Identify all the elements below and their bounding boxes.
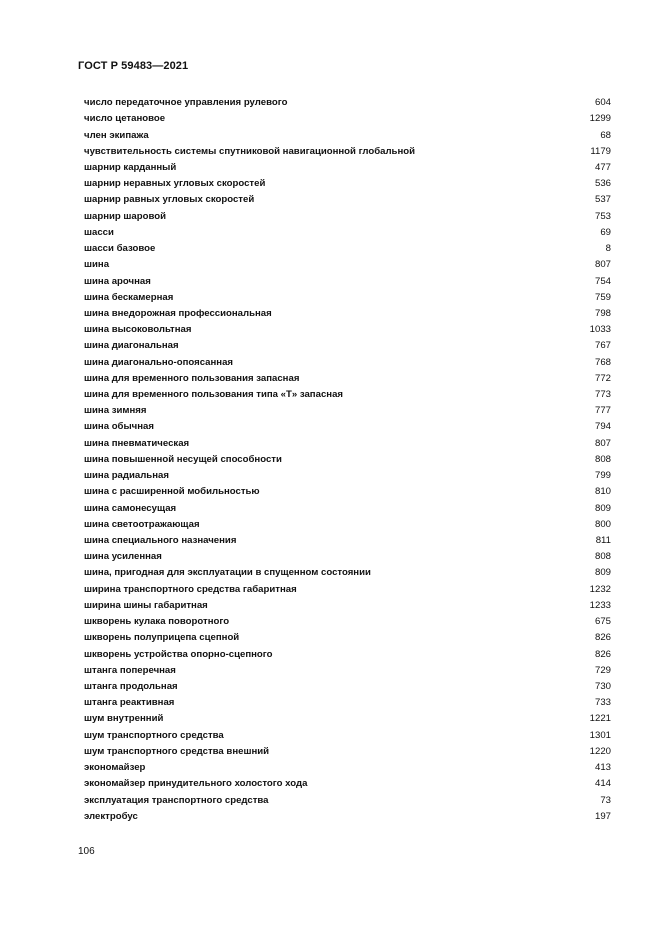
index-term: шум внутренний — [84, 713, 164, 725]
index-entry — [84, 144, 611, 160]
index-entry — [84, 338, 611, 354]
index-term: шина зимняя — [84, 405, 147, 417]
index-number: 1299 — [589, 113, 611, 125]
index-term: шина повышенной несущей способности — [84, 453, 282, 465]
index-term: экономайзер — [84, 762, 146, 774]
index-entry — [84, 760, 611, 776]
index-number: 1301 — [589, 729, 611, 741]
index-term: шина внедорожная профессиональная — [84, 307, 272, 319]
index-term: член экипажа — [84, 129, 149, 141]
index-term: шум транспортного средства — [84, 729, 224, 741]
index-entry — [84, 695, 611, 711]
index-entry — [84, 127, 611, 143]
index-term: шкворень устройства опорно-сцепного — [84, 648, 273, 660]
index-number: 730 — [594, 680, 611, 692]
index-entry — [84, 792, 611, 808]
index-term: ширина транспортного средства габаритная — [84, 583, 297, 595]
index-number: 754 — [594, 275, 611, 287]
index-number: 767 — [594, 340, 611, 352]
index-entry — [84, 419, 611, 435]
index-entry — [84, 711, 611, 727]
index-term: шина специального назначения — [84, 535, 237, 547]
index-entry — [84, 452, 611, 468]
index-number: 809 — [594, 502, 611, 514]
index-entry — [84, 403, 611, 419]
index-term: шина, пригодная для эксплуатации в спущенном состоянии — [84, 567, 371, 579]
index-entry — [84, 565, 611, 581]
index-term: экономайзер принудительного холостого хода — [84, 778, 308, 790]
index-term: шасси базовое — [84, 243, 156, 255]
index-term: электробус — [84, 810, 138, 822]
index-number: 811 — [595, 535, 611, 547]
index-entry — [84, 192, 611, 208]
index-number: 1033 — [589, 324, 611, 336]
index-entry — [84, 744, 611, 760]
index-number: 1179 — [590, 145, 611, 157]
index-term: чувствительность системы спутниковой навигационной глобальной — [84, 145, 415, 157]
index-entry — [84, 241, 611, 257]
index-number: 810 — [594, 486, 611, 498]
index-entry — [84, 582, 611, 598]
index-entry — [84, 809, 611, 825]
index-term: шкворень кулака поворотного — [84, 616, 230, 628]
index-entry — [84, 95, 611, 111]
index-term: шина для временного пользования типа «Т» запасная — [84, 389, 344, 401]
index-entry — [84, 728, 611, 744]
index-entry — [84, 273, 611, 289]
index-entry — [84, 160, 611, 176]
index-entry — [84, 225, 611, 241]
index-entry — [84, 468, 611, 484]
index-number: 753 — [594, 210, 611, 222]
index-entry — [84, 549, 611, 565]
index-entry — [84, 176, 611, 192]
index-term: шина пневматическая — [84, 437, 190, 449]
index-term: шина самонесущая — [84, 502, 177, 514]
index-number: 604 — [594, 97, 611, 109]
index-term: ширина шины габаритная — [84, 599, 208, 611]
index-term: число передаточное управления рулевого — [84, 97, 288, 109]
index-number: 799 — [594, 470, 611, 482]
index-number: 798 — [594, 307, 611, 319]
index-number: 773 — [594, 389, 611, 401]
index-term: эксплуатация транспортного средства — [84, 794, 269, 806]
index-term: шина с расширенной мобильностью — [84, 486, 260, 498]
index-entry — [84, 533, 611, 549]
index-number: 675 — [594, 616, 611, 628]
index-number: 809 — [594, 567, 611, 579]
index-term: шум транспортного средства внешний — [84, 745, 270, 757]
index-number: 536 — [594, 178, 611, 190]
index-number: 73 — [600, 794, 611, 806]
index-term: шина диагональная — [84, 340, 179, 352]
index-entry — [84, 646, 611, 662]
index-entry — [84, 776, 611, 792]
index-term: шина радиальная — [84, 470, 169, 482]
index-number: 772 — [594, 372, 611, 384]
index-number: 68 — [600, 129, 611, 141]
index-list — [84, 95, 611, 825]
index-number: 537 — [594, 194, 611, 206]
index-entry — [84, 484, 611, 500]
index-number: 8 — [605, 243, 611, 255]
index-number: 1220 — [589, 745, 611, 757]
index-entry — [84, 322, 611, 338]
index-term: шкворень полуприцепа сцепной — [84, 632, 240, 644]
index-term: шарнир равных угловых скоростей — [84, 194, 255, 206]
index-number: 477 — [594, 161, 611, 173]
index-number: 826 — [594, 632, 611, 644]
index-number: 800 — [594, 518, 611, 530]
index-entry — [84, 290, 611, 306]
index-number: 733 — [594, 697, 611, 709]
index-term: штанга продольная — [84, 680, 178, 692]
index-entry — [84, 209, 611, 225]
index-number: 413 — [594, 762, 611, 774]
index-term: штанга реактивная — [84, 697, 175, 709]
index-term: шарнир карданный — [84, 161, 177, 173]
index-term: шина высоковольтная — [84, 324, 192, 336]
index-number: 414 — [594, 778, 611, 790]
index-number: 808 — [594, 453, 611, 465]
index-number: 777 — [594, 405, 611, 417]
index-term: шина — [84, 259, 110, 271]
index-entry — [84, 500, 611, 516]
index-entry — [84, 614, 611, 630]
index-entry — [84, 436, 611, 452]
index-number: 807 — [594, 259, 611, 271]
page-number: 106 — [78, 846, 95, 857]
index-term: шина диагонально-опоясанная — [84, 356, 234, 368]
index-term: шасси — [84, 226, 114, 238]
index-term: шарнир шаровой — [84, 210, 166, 222]
index-number: 69 — [600, 226, 611, 238]
index-term: шарнир неравных угловых скоростей — [84, 178, 266, 190]
index-entry — [84, 257, 611, 273]
index-entry — [84, 630, 611, 646]
index-entry — [84, 598, 611, 614]
index-number: 794 — [594, 421, 611, 433]
index-number: 1221 — [589, 713, 611, 725]
index-entry — [84, 371, 611, 387]
index-entry — [84, 663, 611, 679]
index-entry — [84, 387, 611, 403]
index-term: штанга поперечная — [84, 664, 176, 676]
index-entry — [84, 679, 611, 695]
index-number: 729 — [594, 664, 611, 676]
index-number: 1233 — [589, 599, 611, 611]
document-header: ГОСТ Р 59483—2021 — [78, 60, 189, 72]
index-entry — [84, 355, 611, 371]
index-number: 197 — [594, 810, 611, 822]
index-term: шина для временного пользования запасная — [84, 372, 300, 384]
index-term: шина бескамерная — [84, 291, 174, 303]
index-number: 768 — [594, 356, 611, 368]
index-entry — [84, 306, 611, 322]
index-term: шина арочная — [84, 275, 151, 287]
index-number: 1232 — [589, 583, 611, 595]
index-entry — [84, 517, 611, 533]
index-number: 807 — [594, 437, 611, 449]
index-term: шина обычная — [84, 421, 154, 433]
index-term: число цетановое — [84, 113, 166, 125]
index-term: шина светоотражающая — [84, 518, 200, 530]
index-term: шина усиленная — [84, 551, 162, 563]
index-entry — [84, 111, 611, 127]
index-number: 808 — [594, 551, 611, 563]
index-number: 826 — [594, 648, 611, 660]
index-number: 759 — [594, 291, 611, 303]
